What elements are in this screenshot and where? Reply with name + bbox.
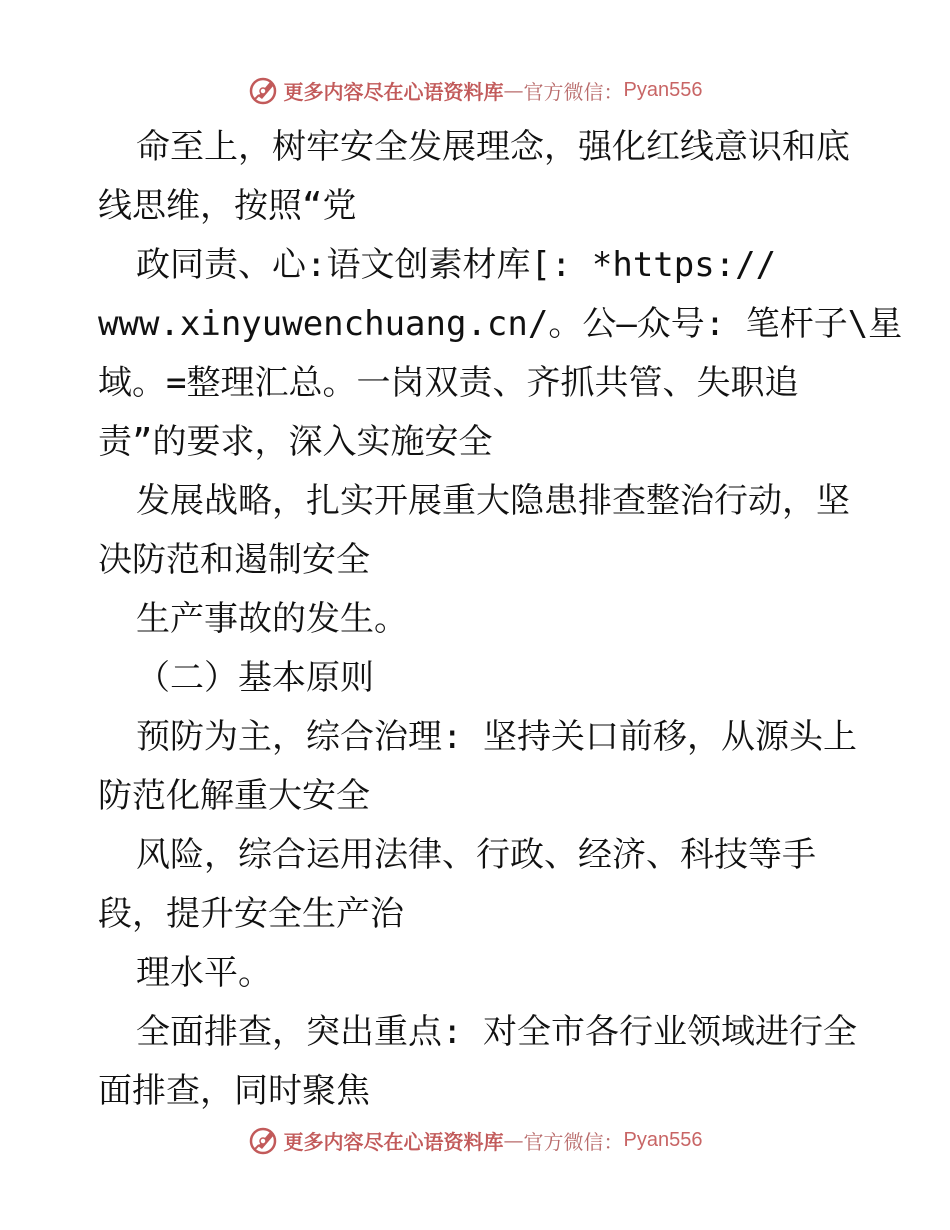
footer-wechat-handle: Pyan556 [623, 1128, 703, 1151]
body-line-7: 发展战略，扎实开展重大隐患排查整治行动，坚 [136, 481, 850, 521]
body-line-13: 风险，综合运用法律、行政、经济、科技等手 [136, 835, 816, 875]
header-site-name: 更多内容尽在心语资料库 [283, 79, 504, 104]
body-line-2: 线思维，按照“党 [98, 186, 357, 226]
footer-wechat-label: 官方微信： [523, 1129, 624, 1154]
body-line-5: 域。=整理汇总。一岗双责、齐抓共管、失职追 [98, 363, 799, 403]
footer-dash: — [503, 1128, 524, 1152]
body-line-16: 全面排查，突出重点: 对全市各行业领域进行全 [136, 1012, 857, 1052]
body-line-9: 生产事故的发生。 [136, 599, 408, 639]
body-line-6: 责”的要求，深入实施安全 [98, 422, 493, 462]
body-line-3: 政同责、心:语文创素材库[: *https:// [136, 245, 777, 285]
pen-nib-circle-icon [248, 1124, 280, 1156]
body-line-12: 防范化解重大安全 [98, 776, 370, 816]
header-watermark-banner [0, 70, 950, 110]
section-heading-basic-principles: （二）基本原则 [136, 658, 374, 698]
header-wechat-label: 官方微信： [523, 79, 624, 104]
body-line-8: 决防范和遏制安全 [98, 540, 370, 580]
document-body [98, 118, 903, 1121]
pen-nib-circle-icon [248, 74, 280, 106]
body-line-17: 面排查，同时聚焦 [98, 1071, 370, 1111]
header-dash: — [503, 78, 524, 102]
footer-watermark-banner [0, 1120, 950, 1160]
body-line-14: 段，提升安全生产治 [98, 894, 404, 934]
body-line-4: www.xinyuwenchuang.cn/。公—众号: 笔杆子\星 [98, 304, 903, 344]
body-line-11: 预防为主，综合治理: 坚持关口前移，从源头上 [136, 717, 857, 757]
header-wechat-handle: Pyan556 [623, 78, 703, 101]
footer-site-name: 更多内容尽在心语资料库 [283, 1129, 504, 1154]
body-line-15: 理水平。 [136, 953, 272, 993]
body-line-1: 命至上，树牢安全发展理念，强化红线意识和底 [136, 127, 850, 167]
